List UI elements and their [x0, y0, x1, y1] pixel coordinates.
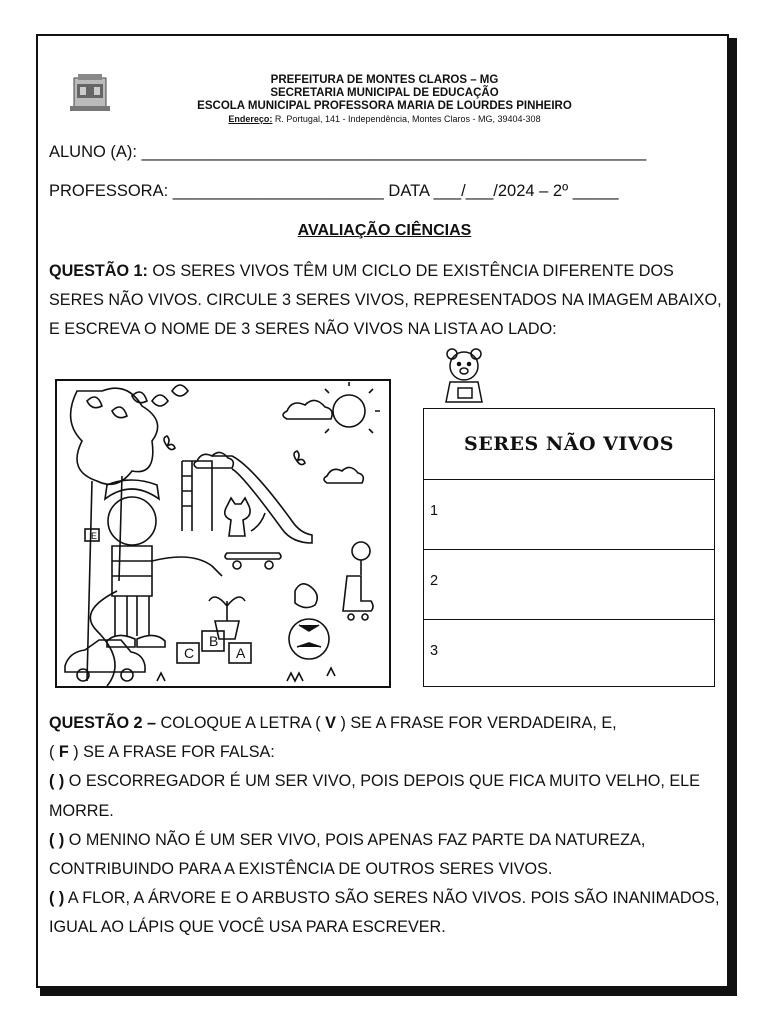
non-living-table	[423, 408, 715, 687]
question-1-text: OS SERES VIVOS TÊM UM CICLO DE EXISTÊNCIA DIFERENTE DOS SERES NÃO VIVOS. CIRCULE 3 SERES VIVOS, REPRESENTADOS NA IMAGEM ABAIXO, E ESCREVA O NOME DE 3 SERES NÃO VIVOS NA LISTA AO LADO:	[49, 262, 722, 339]
table-row[interactable]	[424, 550, 714, 620]
leaf-icon	[152, 385, 188, 406]
slide-icon	[182, 456, 312, 543]
roller-skate-icon	[343, 576, 373, 611]
table-row[interactable]	[424, 480, 714, 550]
skateboard-icon	[225, 553, 281, 559]
hose-icon	[90, 557, 222, 686]
cloud-icon	[283, 400, 332, 419]
table-row[interactable]	[424, 620, 714, 689]
table-heading: SERES NÃO VIVOS	[424, 409, 714, 480]
boy-head	[108, 497, 156, 545]
true-letter: V	[325, 714, 336, 732]
question-2	[49, 709, 729, 943]
exam-page	[36, 34, 729, 988]
statement-3: A FLOR, A ÁRVORE E O ARBUSTO SÃO SERES NÃO VIVOS. POIS SÃO INANIMADOS, IGUAL AO LÁPIS QUE VOCÊ USA PARA ESCREVER.	[49, 889, 720, 937]
row-number: 1	[430, 503, 439, 519]
question-1-label: QUESTÃO 1:	[49, 262, 148, 280]
statement-1: O ESCORREGADOR É UM SER VIVO, POIS DEPOIS QUE FICA MUITO VELHO, ELE MORRE.	[49, 772, 700, 820]
teddy-bear-icon	[440, 344, 488, 408]
grass-icon	[157, 668, 335, 681]
cloud-icon	[324, 467, 363, 483]
sun-icon	[333, 395, 365, 427]
butterfly-icon	[164, 436, 175, 450]
playground-illustration[interactable]	[55, 379, 391, 688]
block-a-label: A	[236, 645, 246, 661]
row-number: 2	[430, 573, 439, 589]
playground-drawing	[57, 381, 389, 686]
address-label: Endereço:	[228, 114, 273, 124]
chick-icon	[295, 584, 317, 608]
boy-shoes	[107, 635, 165, 647]
question-2-intro: COLOQUE A LETRA (	[156, 714, 326, 732]
address-text: R. Portugal, 141 - Independência, Montes Claros - MG, 39404-308	[272, 114, 541, 124]
block-b-label: B	[209, 633, 219, 649]
cat-icon	[225, 498, 265, 536]
statement-2: O MENINO NÃO É UM SER VIVO, POIS APENAS FAZ PARTE DA NATUREZA, CONTRIBUINDO PARA A EXISTÊNCIA DE OUTROS SERES VIVOS.	[49, 830, 646, 879]
answer-box[interactable]: ( )	[49, 889, 65, 908]
page-title: AVALIAÇÃO CIÊNCIAS	[297, 222, 472, 239]
block-c-label: C	[184, 645, 195, 661]
school-header	[38, 74, 731, 125]
block-e-label: E	[91, 531, 98, 541]
school-address	[38, 113, 731, 125]
teacher-date-field[interactable]: PROFESSORA: _______________________ DATA ___/___/2024 – 2º _____	[49, 182, 619, 200]
header-line-3: ESCOLA MUNICIPAL PROFESSORA MARIA DE LOURDES PINHEIRO	[197, 100, 572, 112]
flower-icon	[352, 542, 370, 560]
tree-trunk	[87, 476, 122, 681]
toy-car-icon	[65, 640, 145, 672]
question-2-intro: ) SE A FRASE FOR VERDADEIRA, E,	[335, 714, 617, 732]
header-line-1: PREFEITURA DE MONTES CLAROS – MG	[270, 74, 499, 86]
header-line-2: SECRETARIA MUNICIPAL DE EDUCAÇÃO	[270, 87, 499, 99]
row-number: 3	[430, 643, 439, 659]
student-name-field[interactable]: ALUNO (A): _______________________________________________________	[49, 143, 647, 161]
question-1	[49, 257, 729, 345]
question-2-label: QUESTÃO 2 –	[49, 714, 157, 732]
answer-box[interactable]: ( )	[49, 772, 65, 791]
boy-legs	[115, 596, 149, 636]
boy-body	[112, 546, 152, 596]
butterfly-icon	[294, 451, 305, 465]
leaf-icon	[87, 392, 147, 418]
boy-cap	[105, 480, 159, 499]
false-letter: F	[58, 743, 69, 762]
question-2-intro: ) SE A FRASE FOR FALSA:	[68, 743, 275, 762]
question-2-intro: (	[49, 743, 59, 762]
answer-box[interactable]: ( )	[49, 830, 65, 849]
